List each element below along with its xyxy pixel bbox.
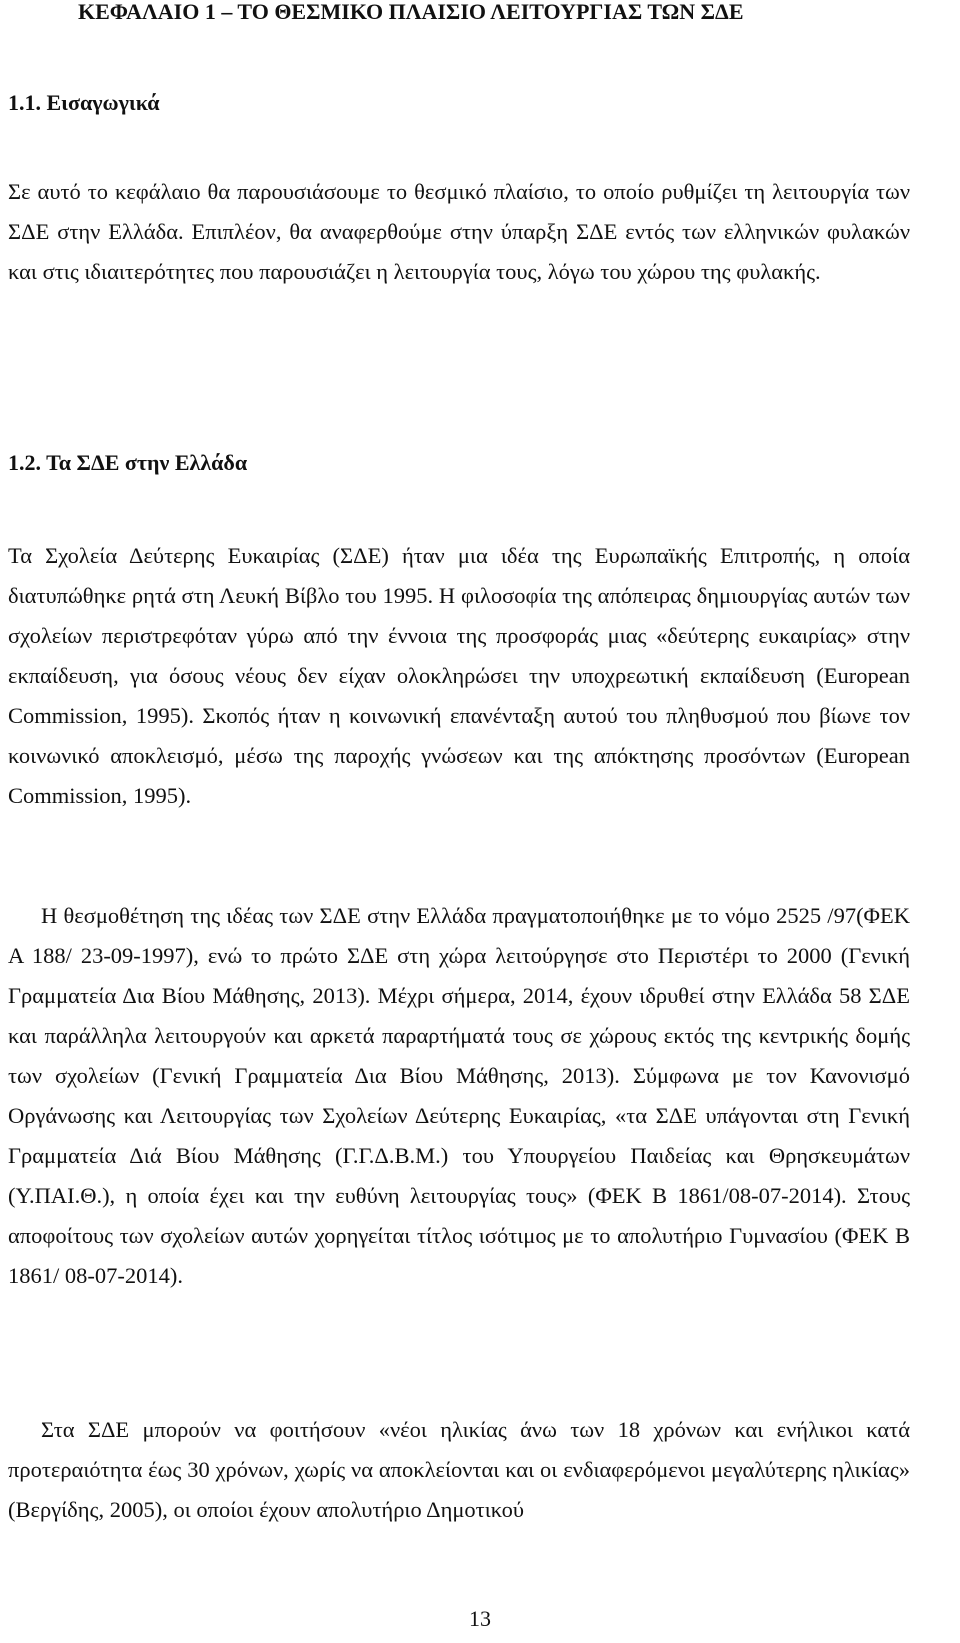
section-heading-sde-greece: 1.2. Τα ΣΔΕ στην Ελλάδα — [8, 450, 248, 475]
page-number: 13 — [469, 1606, 491, 1631]
paragraph-introduction: Σε αυτό το κεφάλαιο θα παρουσιάσουμε το θεσμικό πλαίσιο, το οποίο ρυθμίζει τη λειτουργία των ΣΔΕ στην Ελλάδα. Επιπλέον, θα αναφερθούμε στην ύπαρξη ΣΔΕ εντός των ελληνικών φυλακών και στις ιδιαιτερότητες που παρουσιάζει η λειτουργία τους, λόγω του χώρου της φυλακής. — [8, 179, 910, 284]
section-heading-introduction: 1.1. Εισαγωγικά — [8, 90, 160, 115]
paragraph-sde-legislation: Η θεσμοθέτηση της ιδέας των ΣΔΕ στην Ελλάδα πραγματοποιήθηκε με το νόμο 2525 /97(ΦΕΚ Α 188/ 23-09-1997), ενώ το πρώτο ΣΔΕ στη χώρα λειτούργησε στο Περιστέρι το 2000 (Γενική Γραμματεία Δια Βίου Μάθησης, 2013). Μέχρι σήμερα, 2014, έχουν ιδρυθεί στην Ελλάδα 58 ΣΔΕ και παράλληλα λειτουργούν και αρκετά παραρτήματά τους σε χώρους εκτός της κεντρικής δομής των σχολείων (Γενική Γραμματεία Δια Βίου Μάθησης, 2013). Σύμφωνα με τον Κανονισμό Οργάνωσης και Λειτουργίας των Σχολείων Δεύτερης Ευκαιρίας, «τα ΣΔΕ υπάγονται στη Γενική Γραμματεία Διά Βίου Μάθησης (Γ.Γ.Δ.Β.Μ.) του Υπουργείου Παιδείας και Θρησκευμάτων (Υ.ΠΑΙ.Θ.), η οποία έχει και την ευθύνη λειτουργίας τους» (ΦΕΚ Β 1861/08-07-2014). Στους αποφοίτους των σχολείων αυτών χορηγείται τίτλος ισότιμος με το απολυτήριο Γυμνασίου (ΦΕΚ Β 1861/ 08-07-2014). — [8, 903, 910, 1288]
chapter-title: ΚΕΦΑΛΑΙΟ 1 – ΤΟ ΘΕΣΜΙΚΟ ΠΛΑΙΣΙΟ ΛΕΙΤΟΥΡΓΙΑΣ ΤΩΝ ΣΔΕ — [78, 0, 744, 24]
paragraph-sde-students: Στα ΣΔΕ μπορούν να φοιτήσουν «νέοι ηλικίας άνω των 18 χρόνων και ενήλικοι κατά προτεραιότητα έως 30 χρόνων, χωρίς να αποκλείονται και οι ενδιαφερόμενοι μεγαλύτερης ηλικίας» (Βεργίδης, 2005), οι οποίοι έχουν απολυτήριο Δημοτικού — [8, 1417, 910, 1522]
paragraph-sde-origin: Τα Σχολεία Δεύτερης Ευκαιρίας (ΣΔΕ) ήταν μια ιδέα της Ευρωπαϊκής Επιτροπής, η οποία διατυπώθηκε ρητά στη Λευκή Βίβλο του 1995. Η φιλοσοφία της απόπειρας δημιουργίας αυτών των σχολείων περιστρεφόταν γύρω από την έννοια της προσφοράς μιας «δεύτερης ευκαιρίας» στην εκπαίδευση, για όσους νέους δεν είχαν ολοκληρώσει την υποχρεωτική εκπαίδευση (European Commission, 1995). Σκοπός ήταν η κοινωνική επανένταξη αυτού του πληθυσμού που βίωνε τον κοινωνικό αποκλεισμό, μέσω της παροχής γνώσεων και της απόκτησης προσόντων (European Commission, 1995). — [8, 543, 910, 808]
